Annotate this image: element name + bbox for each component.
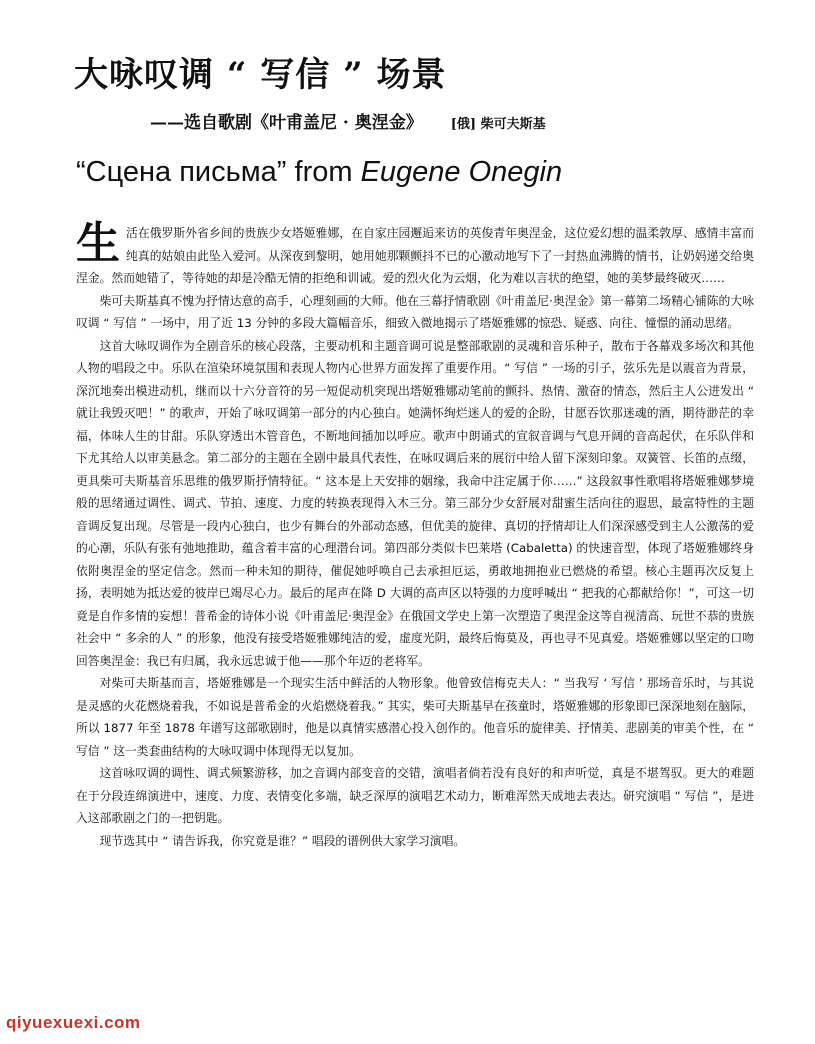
paragraph-3: 这首大咏叹调作为全剧音乐的核心段落，主要动机和主题音调可说是整部歌剧的灵魂和音乐种子，散布于各幕戏多场次和其他人物的唱段之中。乐队在渲染环境氛围和表现人物内心世界方面发挥了重要作用。“ 写信 ” 一场的引子，弦乐先是以震音为背景，深沉地奏出模进动机，继而以十六分音符的另一短促动机突现出塔姬雅娜动笔前的颤抖、热情、激奋的情态，然后主人公进发出 “ 就让我毁灭吧！” 的歌声，开始了咏叹调第一部分的内心独白。她满怀绚烂迷人的爱的企盼，甘愿吞饮那迷魂的酒，期待渺茫的幸福，体味人生的甘甜。乐队穿透出木管音色，不断地间插加以呼应。歌声中朗诵式的宣叙音调与气息开阔的音高起伏，在乐队伴和下尤其给人以审美悬念。第二部分的主题在全剧中最具代表性，在咏叹调后来的展衍中给人留下深刻印象。双簧管、长笛的点缀，更具柴可夫斯基音乐思维的俄罗斯抒情特征。“ 这本是上天安排的姻缘，我命中注定属于你……” 这段叙事性歌唱将塔姬雅娜梦境般的思绪通过调性、调式、节拍、速度、力度的转换表现得入木三分。第三部分少女舒展对甜蜜生活向往的遐思，最富特性的主题音调反复出现。尽管是一段内心独白，也少有舞台的外部动态感，但优美的旋律、真切的抒情却让人们深深感受到主人公激荡的爱的心潮，乐队有张有弛地推助，蕴含着丰富的心理潜台词。第四部分类似卡巴莱塔 (Cabaletta) 的快速音型，体现了塔姬雅娜终身依附奥涅金的坚定信念。然而一种未知的期待，催促她呼唤自己去承担厄运，勇敢地拥抱业已燃烧的希望。核心主题再次反复上扬，表明她为抵达爱的彼岸已竭尽心力。最后的尾声在降 D 大调的高声区以特强的力度呼喊出 “ 把我的心都献给你！”，可这一切竟是自作多情的妄想！普希金的诗体小说《叶甫盖尼·奥涅金》在俄国文学史上第一次塑造了奥涅金这等自视清高、玩世不恭的贵族社会中 “ 多余的人 ” 的形象，他没有接受塔姬雅娜纯洁的爱，虚度光阴，最终后悔莫及，再也寻不见真爱。塔姬雅娜以坚定的口吻回答奥涅金：我已有归属，我永远忠诚于他——那个年迈的老将军。 bbox=[76, 338, 754, 668]
paragraph-5: 这首咏叹调的调性、调式频繁游移，加之音调内部变音的交错，演唱者倘若没有良好的和声听觉，真是不堪驾驭。更大的难题在于分段连绵演进中，速度、力度、表情变化多端，缺乏深厚的演唱艺术动力，断难浑然天成地去表达。研究演唱 “ 写信 ”，是进入这部歌剧之门的一把钥匙。 bbox=[76, 766, 754, 825]
site-watermark: qiyuexuexi.com bbox=[6, 1013, 141, 1032]
subtitle-text: ——选自歌剧《叶甫盖尼 · 奥涅金》 bbox=[150, 113, 423, 133]
russian-title bbox=[76, 152, 776, 192]
paragraph-4: 对柴可夫斯基而言，塔姬雅娜是一个现实生活中鲜活的人物形象。他曾致信梅克夫人：“ 当我写 ‘ 写信 ’ 那场音乐时，与其说是灵感的火花燃烧着我，不如说是普希金的火焰燃烧着我。” 其实，柴可夫斯基早在孩童时，塔姬雅娜的形象即已深深地刻在脑际，所以 1877 年至 1878 年谱写这部歌剧时，他是以真情实感潜心投入创作的。他音乐的旋律美、抒情美、悲剧美的审美个性，在 “ 写信 ” 这一类套曲结构的大咏叹调中体现得无以复加。 bbox=[76, 676, 754, 758]
english-opera-title: Eugene Onegin bbox=[360, 156, 563, 188]
russian-title-text: “Сцена письма” from bbox=[76, 156, 361, 188]
paragraph-1 bbox=[76, 218, 754, 290]
page-title: 大咏叹调 “ 写信 ” 场景 bbox=[74, 55, 447, 95]
article-body bbox=[76, 218, 754, 852]
subtitle bbox=[150, 110, 810, 138]
drop-cap: 生 bbox=[76, 218, 120, 269]
paragraph-1-text: 活在俄罗斯外省乡间的贵族少女塔姬雅娜，在自家庄园邂逅来访的英俊青年奥涅金，这位爱幻想的温柔敦厚、感情丰富而纯真的姑娘由此坠入爱河。从深夜到黎明，她用她那颗颤抖不已的心激动地写下了一封热血沸腾的情书，让奶妈递交给奥涅金。然而她错了，等待她的却是冷酷无情的拒绝和训诫。爱的烈火化为云烟，化为难以言状的绝望，她的美梦最终破灭…… bbox=[76, 226, 754, 285]
paragraph-6: 现节选其中 “ 请告诉我，你究竟是谁？” 唱段的谱例供大家学习演唱。 bbox=[99, 833, 466, 848]
paragraph-2: 柴可夫斯基真不愧为抒情达意的高手，心理刻画的大师。他在三幕抒情歌剧《叶甫盖尼·奥涅金》第一幕第二场精心铺陈的大咏叹调 “ 写信 ” 一场中，用了近 13 分钟的多段大篇幅音乐，细致入微地揭示了塔姬雅娜的惊恐、疑惑、向往、憧憬的涌动思绪。 bbox=[76, 293, 754, 330]
author-label: [俄] 柴可夫斯基 bbox=[450, 117, 546, 132]
